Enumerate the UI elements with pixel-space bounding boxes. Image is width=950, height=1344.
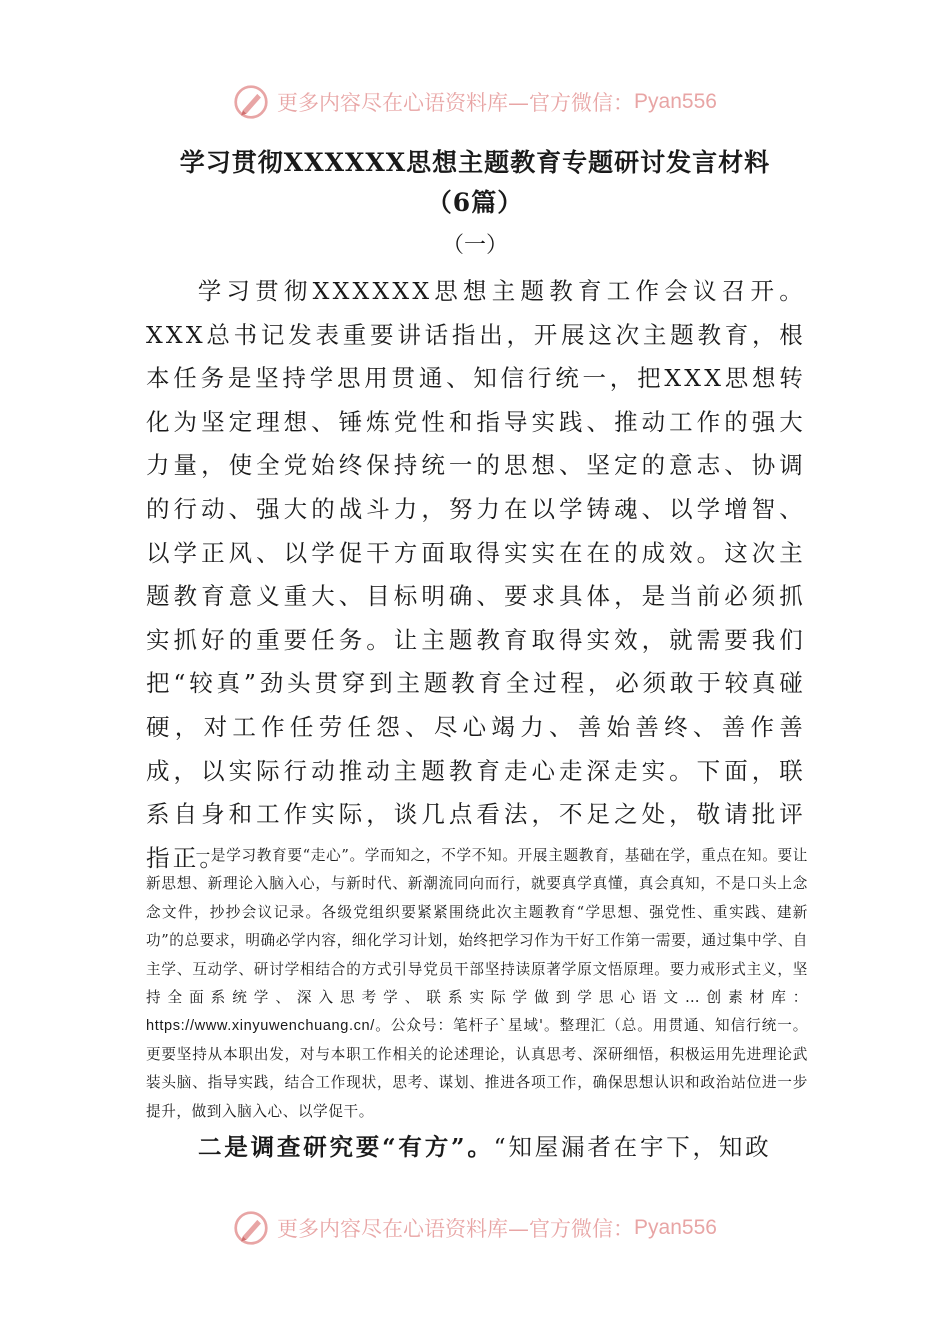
watermark-header	[0, 80, 950, 124]
pen-logo-icon	[233, 1210, 269, 1246]
watermark-text: 更多内容尽在心语资料库—官方微信：	[277, 91, 635, 115]
point1-text-cont: 。公众号：笔杆子`星域'。整理汇（总。用贯通、知信行统一。更要坚持从本职出发，对与本职工作相关的论述理论，认真思考、深研细悟，积极运用先进理论武装头脑、指导实践，结合工作现状，思考、谋划、推进各项工作，确保思想认识和政治站位进一步提升，做到入脑入心、以学促干。	[146, 1017, 808, 1120]
source-link[interactable]: https://www.xinyuwenchuang.cn/	[146, 1018, 375, 1035]
point2-heading: 二是调查研究要“有方”。	[198, 1133, 494, 1161]
point2-paragraph	[198, 1128, 818, 1162]
watermark-handle: Pyan556	[634, 1216, 717, 1239]
watermark-handle: Pyan556	[634, 90, 717, 113]
watermark-text: 更多内容尽在心语资料库—官方微信：	[277, 1217, 635, 1241]
intro-paragraph: 学习贯彻XXXXXX思想主题教育工作会议召开。XXX总书记发表重要讲话指出，开展这次主题教育，根本任务是坚持学思用贯通、知信行统一，把XXX思想转化为坚定理想、锤炼党性和指导实践、推动工作的强大力量，使全党始终保持统一的思想、坚定的意志、协调的行动、强大的战斗力，努力在以学铸魂、以学增智、以学正风、以学促干方面取得实实在在的成效。这次主题教育意义重大、目标明确、要求具体，是当前必须抓实抓好的重要任务。让主题教育取得实效，就需要我们把“较真”劲头贯穿到主题教育全过程，必须敢于较真碰硬，对工作任劳任怨、尽心竭力、善始善终、善作善成，以实际行动推动主题教育走心走深走实。下面，联系自身和工作实际，谈几点看法，不足之处，敬请批评指正。	[146, 277, 806, 872]
pen-logo-icon	[233, 84, 269, 120]
section-number: （一）	[441, 233, 508, 258]
point2-text: “知屋漏者在宇下，知政	[493, 1133, 772, 1161]
point1-text: 一是学习教育要“走心”。学而知之，不学不知。开展主题教育，基础在学，重点在知。要让新思想、新理论入脑入心，与新时代、新潮流同向而行，就要真学真懂，真会真知，不是口头上念念文件，抄抄会议记录。各级党组织要紧紧围绕此次主题教育“学思想、强党性、重实践、建新功”的总要求，明确必学内容，细化学习计划，始终把学习作为干好工作第一需要，通过集中学、自主学、互动学、研讨学相结合的方式引导党员干部坚持读原著学原文悟原理。要力戒形式主义，坚持全面系统学、深入思考学、联系实际学做到学思心语文…创素材库：	[146, 847, 808, 1007]
watermark-footer	[0, 1206, 950, 1250]
document-title: 学习贯彻XXXXXX思想主题教育专题研讨发言材料	[179, 148, 771, 177]
point1-paragraph	[146, 842, 808, 1126]
document-title-count: （6篇）	[426, 188, 524, 217]
